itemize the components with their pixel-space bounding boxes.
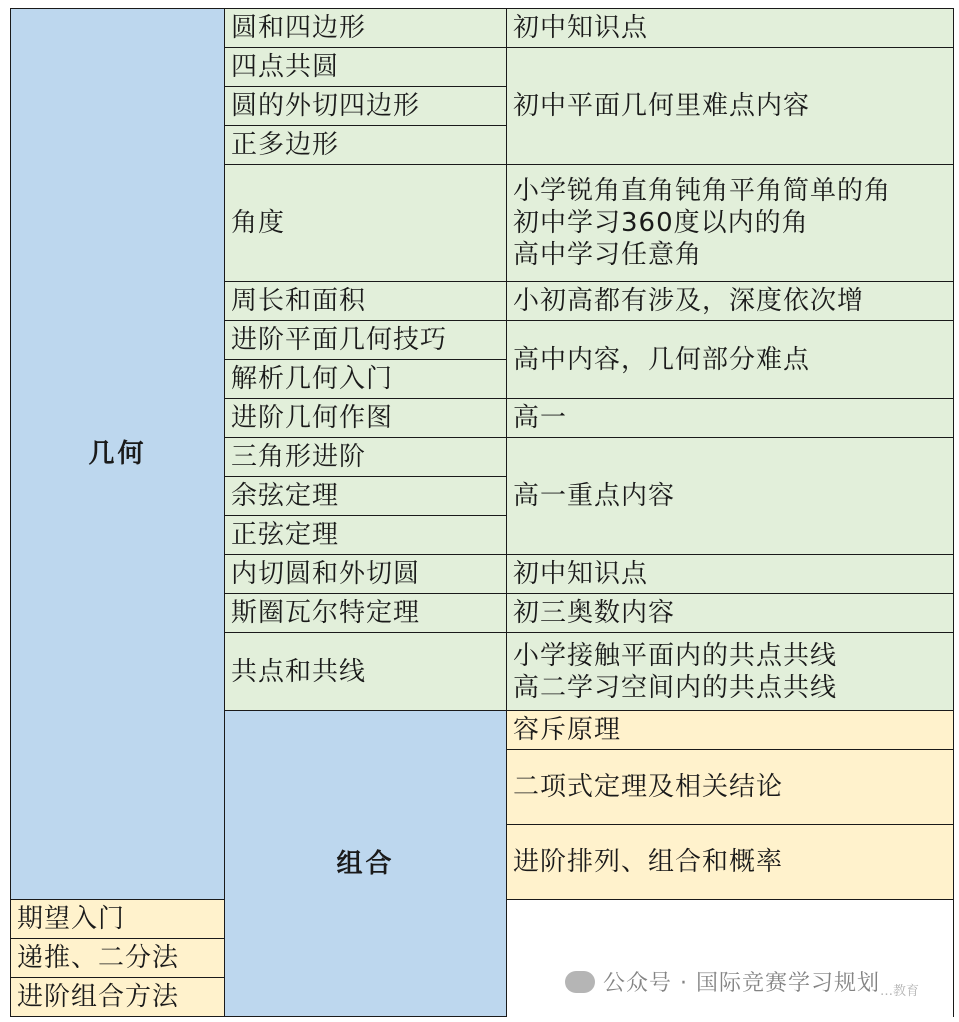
category-geometry: 几何 [11, 9, 225, 900]
description-cell: 小初高都有涉及，深度依次增 [507, 282, 954, 321]
corner-logo: …教育 [880, 984, 920, 999]
category-combinatorics: 组合 [225, 711, 507, 1017]
topic-cell: 内切圆和外切圆 [225, 555, 507, 594]
topic-cell: 进阶排列、组合和概率 [507, 825, 954, 900]
topic-cell: 圆的外切四边形 [225, 87, 507, 126]
curriculum-table [10, 8, 954, 1017]
topic-cell: 解析几何入门 [225, 360, 507, 399]
topic-cell: 四点共圆 [225, 48, 507, 87]
topic-cell: 进阶平面几何技巧 [225, 321, 507, 360]
topic-cell: 期望入门 [11, 900, 225, 939]
topic-cell: 正弦定理 [225, 516, 507, 555]
description-cell: 高一重点内容 [507, 438, 954, 555]
topic-cell: 二项式定理及相关结论 [507, 750, 954, 825]
topic-cell: 进阶组合方法 [11, 978, 225, 1017]
topic-cell: 递推、二分法 [11, 939, 225, 978]
topic-cell: 共点和共线 [225, 633, 507, 711]
description-line: 高二学习空间内的共点共线 [513, 672, 838, 703]
topic-cell: 正多边形 [225, 126, 507, 165]
topic-cell: 周长和面积 [225, 282, 507, 321]
table-row [11, 9, 954, 48]
description-cell: 初中知识点 [507, 9, 954, 48]
watermark-text: 公众号 · 国际竞赛学习规划 [603, 971, 880, 996]
topic-cell: 容斥原理 [507, 711, 954, 750]
description-line: 初中学习360度以内的角 [513, 208, 809, 238]
topic-cell: 三角形进阶 [225, 438, 507, 477]
description-line: 小学接触平面内的共点共线 [513, 640, 838, 671]
description-cell: 初中知识点 [507, 555, 954, 594]
description-cell [507, 633, 954, 711]
topic-cell: 角度 [225, 165, 507, 282]
topic-cell: 圆和四边形 [225, 9, 507, 48]
description-line: 小学锐角直角钝角平角简单的角 [513, 176, 892, 206]
watermark [565, 966, 880, 997]
description-cell: 高中内容，几何部分难点 [507, 321, 954, 399]
wechat-icon [565, 971, 595, 993]
topic-cell: 余弦定理 [225, 477, 507, 516]
description-cell: 初中平面几何里难点内容 [507, 48, 954, 165]
description-cell [507, 165, 954, 282]
topic-cell: 斯圈瓦尔特定理 [225, 594, 507, 633]
description-cell: 初三奥数内容 [507, 594, 954, 633]
topic-cell: 进阶几何作图 [225, 399, 507, 438]
description-line: 高中学习任意角 [513, 240, 703, 270]
description-cell: 高一 [507, 399, 954, 438]
